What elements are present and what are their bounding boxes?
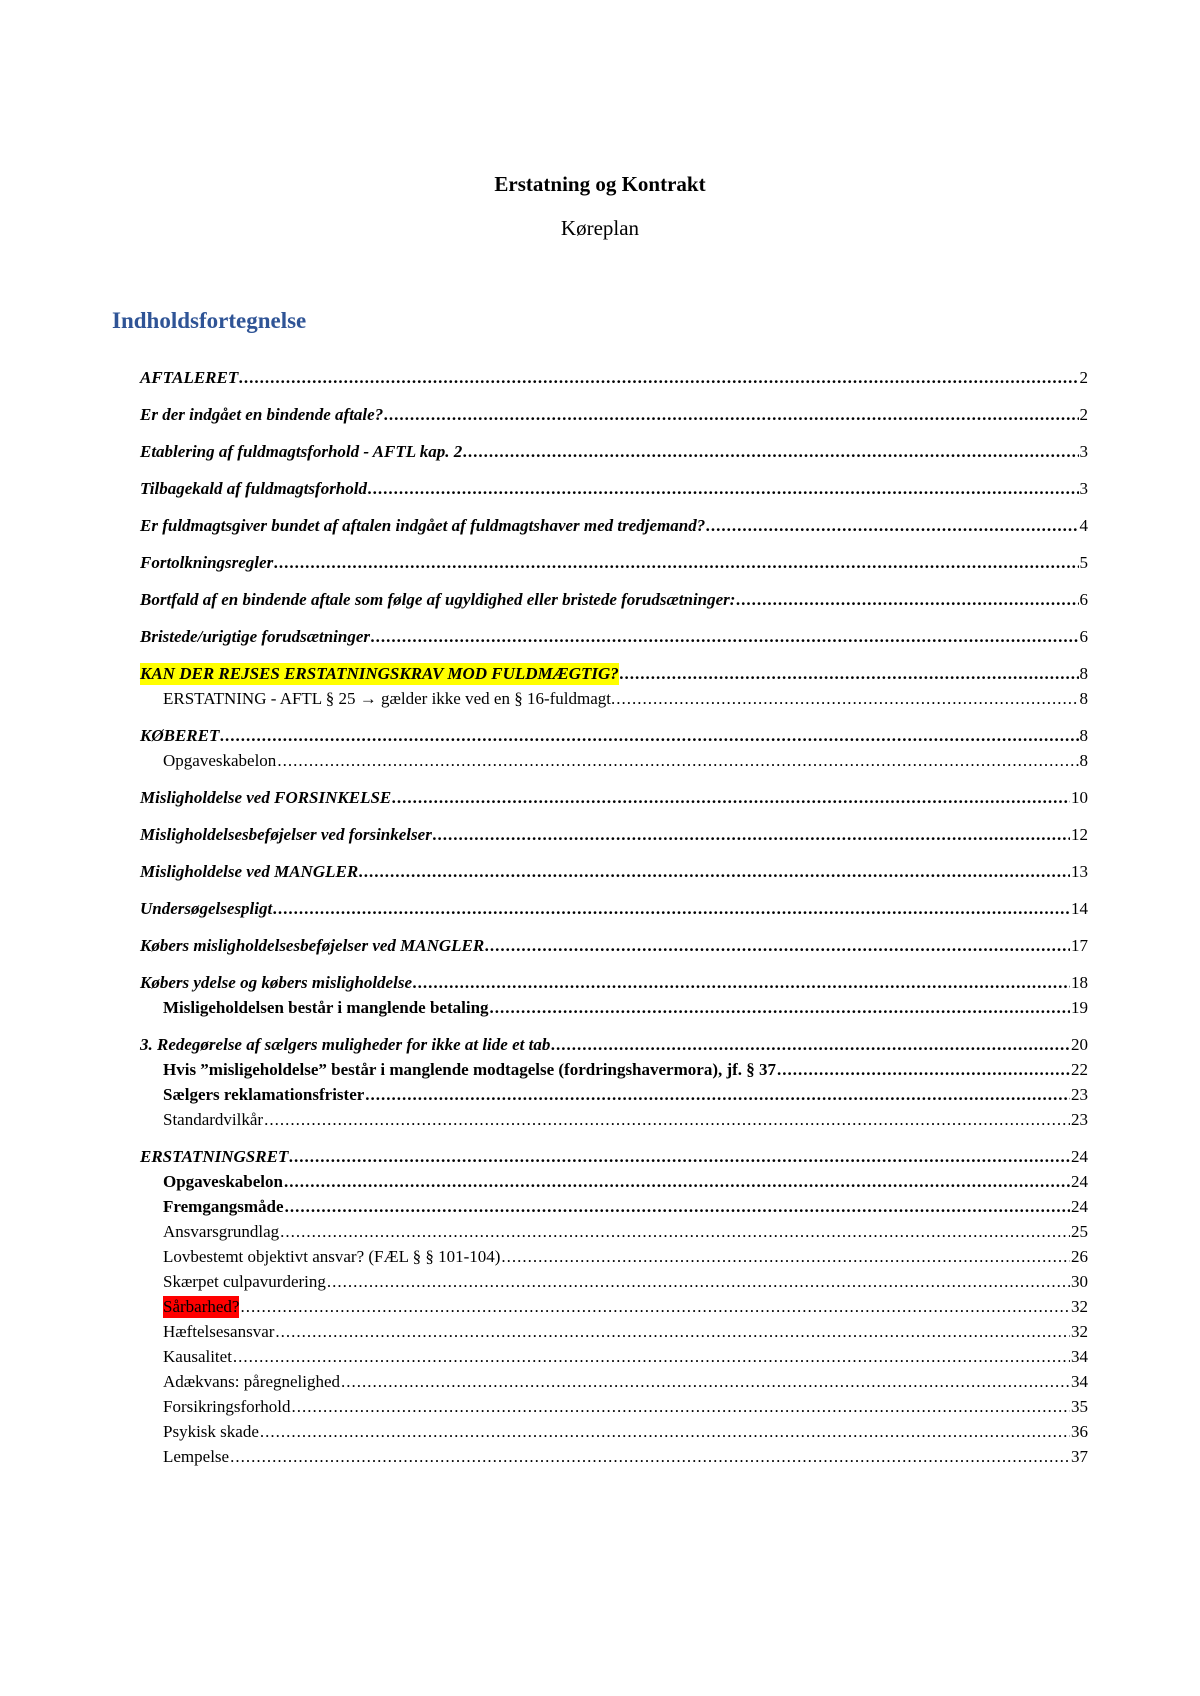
toc-leader-dots: [341, 1371, 1070, 1393]
toc-page-number: 25: [1071, 1222, 1088, 1241]
toc-page-number: 32: [1071, 1322, 1088, 1341]
toc-page-number: 26: [1071, 1247, 1088, 1266]
toc-leader-dots: [392, 787, 1070, 809]
toc-entry[interactable]: [140, 824, 1088, 846]
toc-entry[interactable]: [163, 1196, 1088, 1218]
toc-leader-dots: [273, 898, 1070, 920]
toc-entry[interactable]: [163, 1221, 1088, 1243]
toc-page-number: 32: [1071, 1297, 1088, 1316]
toc-entry[interactable]: [140, 663, 1088, 685]
toc-entry-label: KAN DER REJSES ERSTATNINGSKRAV MOD FULDMÆGTIG?: [140, 664, 619, 683]
toc-leader-dots: [485, 935, 1070, 957]
toc-page-number: 10: [1071, 788, 1088, 807]
toc-entry[interactable]: [140, 404, 1088, 426]
document-title: Erstatning og Kontrakt: [494, 172, 706, 196]
toc-page-number: 12: [1071, 825, 1088, 844]
toc-page-number: 22: [1071, 1060, 1088, 1079]
toc-entry[interactable]: [140, 898, 1088, 920]
toc-leader-dots: [280, 1221, 1070, 1243]
toc-leader-dots: [239, 367, 1078, 389]
toc-entry-label: Lovbestemt objektivt ansvar? (FÆL § § 101-104): [163, 1247, 501, 1266]
toc-leader-dots: [292, 1396, 1071, 1418]
toc-entry[interactable]: [163, 1396, 1088, 1418]
toc-page-number: 8: [1079, 726, 1088, 745]
toc-entry-label: Etablering af fuldmagtsforhold - AFTL kap. 2: [140, 442, 463, 461]
toc-leader-dots: [230, 1446, 1070, 1468]
toc-leader-dots: [220, 725, 1078, 747]
toc-entry[interactable]: [140, 861, 1088, 883]
toc-leader-dots: [736, 589, 1078, 611]
toc-page-number: 24: [1071, 1147, 1088, 1166]
toc-entry[interactable]: [163, 1171, 1088, 1193]
toc-entry[interactable]: [140, 441, 1088, 463]
toc-leader-dots: [365, 1084, 1070, 1106]
toc-entry-label: Lempelse: [163, 1447, 230, 1466]
toc-entry-label: KØBERET: [140, 726, 220, 745]
toc-entry-label: Opgaveskabelon: [163, 1172, 283, 1191]
toc-page-number: 6: [1079, 627, 1088, 646]
toc-leader-dots: [620, 663, 1079, 685]
toc-page-number: 8: [1079, 751, 1088, 770]
toc-page-number: 24: [1071, 1172, 1088, 1191]
toc-entry-label: Skærpet culpavurdering: [163, 1272, 326, 1291]
toc-leader-dots: [433, 824, 1070, 846]
toc-page-number: 3: [1079, 442, 1088, 461]
toc-entry-label: Tilbagekald af fuldmagtsforhold: [140, 479, 367, 498]
toc-entry[interactable]: [163, 997, 1088, 1019]
toc-page-number: 2: [1079, 405, 1088, 424]
toc-entry-label: AFTALERET: [140, 368, 239, 387]
toc-leader-dots: [275, 1321, 1070, 1343]
toc-leader-dots: [240, 1296, 1070, 1318]
toc-entry-label: Forsikringsforhold: [163, 1397, 291, 1416]
toc-leader-dots: [277, 750, 1078, 772]
toc-entry[interactable]: [140, 589, 1088, 611]
toc-leader-dots: [706, 515, 1078, 537]
toc-page-number: 19: [1071, 998, 1088, 1017]
toc-entry[interactable]: [140, 972, 1088, 994]
toc-leader-dots: [285, 1196, 1070, 1218]
toc-entry[interactable]: [163, 1059, 1088, 1081]
toc-leader-dots: [274, 552, 1078, 574]
toc-entry-label: Sårbarhed?: [163, 1297, 240, 1316]
toc-entry-label: ERSTATNINGSRET: [140, 1147, 289, 1166]
toc-entry[interactable]: [163, 688, 1088, 710]
toc-leader-dots: [463, 441, 1078, 463]
toc-heading: Indholdsfortegnelse: [112, 308, 307, 333]
toc-page-number: 2: [1079, 368, 1088, 387]
toc-entry[interactable]: [140, 515, 1088, 537]
toc-page-number: 34: [1071, 1347, 1088, 1366]
toc-entry[interactable]: [163, 1246, 1088, 1268]
toc-entry-label: Købers ydelse og købers misligholdelse: [140, 973, 412, 992]
toc-page-number: 4: [1079, 516, 1088, 535]
toc-leader-dots: [289, 1146, 1070, 1168]
toc-page-number: 35: [1071, 1397, 1088, 1416]
toc-page-number: 30: [1071, 1272, 1088, 1291]
toc-entry[interactable]: [163, 1084, 1088, 1106]
toc-page-number: 24: [1071, 1197, 1088, 1216]
toc-leader-dots: [359, 861, 1070, 883]
toc-entry[interactable]: [163, 1321, 1088, 1343]
toc-entry-label: ERSTATNING - AFTL § 25 → gælder ikke ved en § 16-fuldmagt.: [163, 689, 616, 708]
toc-entry[interactable]: [140, 1034, 1088, 1056]
toc-page-number: 5: [1079, 553, 1088, 572]
toc-page-number: 34: [1071, 1372, 1088, 1391]
toc-entry-label: Fremgangsmåde: [163, 1197, 284, 1216]
toc-entry-label: Misligholdelsesbeføjelser ved forsinkelser: [140, 825, 432, 844]
toc-entry[interactable]: [140, 552, 1088, 574]
toc-entry-label: Misligholdelse ved MANGLER: [140, 862, 359, 881]
toc-entry-label: Bortfald af en bindende aftale som følge af ugyldighed eller bristede forudsætninger:: [140, 590, 736, 609]
toc-entry[interactable]: [163, 1446, 1088, 1468]
toc-entry[interactable]: [140, 725, 1088, 747]
toc-entry-label: Undersøgelsespligt: [140, 899, 273, 918]
toc-entry-label: Kausalitet: [163, 1347, 232, 1366]
toc-page-number: 18: [1071, 973, 1088, 992]
toc-entry[interactable]: [163, 1371, 1088, 1393]
toc-leader-dots: [501, 1246, 1070, 1268]
toc-entry-label: Misligeholdelsen består i manglende betaling: [163, 998, 489, 1017]
toc-leader-dots: [371, 626, 1078, 648]
toc-leader-dots: [284, 1171, 1070, 1193]
toc-entry[interactable]: [140, 1146, 1088, 1168]
toc-page-number: 3: [1079, 479, 1088, 498]
toc-page-number: 23: [1071, 1085, 1088, 1104]
toc-entry-label: Er fuldmagtsgiver bundet af aftalen indgået af fuldmagtshaver med tredjemand?: [140, 516, 706, 535]
toc-entry-label: Hvis ”misligeholdelse” består i manglende modtagelse (fordringshavermora), jf. § 37: [163, 1060, 777, 1079]
toc-entry[interactable]: [163, 1421, 1088, 1443]
toc-page-number: 8: [1079, 689, 1088, 708]
document-subtitle: Køreplan: [560, 216, 640, 240]
toc-entry[interactable]: [140, 935, 1088, 957]
toc-entry[interactable]: [140, 626, 1088, 648]
toc-page-number: 17: [1071, 936, 1088, 955]
toc-entry[interactable]: [140, 478, 1088, 500]
toc-entry[interactable]: [140, 367, 1088, 389]
toc-page-number: 37: [1071, 1447, 1088, 1466]
toc-entry-label: Fortolkningsregler: [140, 553, 274, 572]
toc-page-number: 8: [1079, 664, 1088, 683]
toc-entry-label: Hæftelsesansvar: [163, 1322, 275, 1341]
toc-leader-dots: [616, 688, 1078, 710]
toc-leader-dots: [490, 997, 1070, 1019]
toc-entry-label: Er der indgået en bindende aftale?: [140, 405, 384, 424]
toc-leader-dots: [233, 1346, 1070, 1368]
toc-entry-label: Sælgers reklamationsfrister: [163, 1085, 365, 1104]
toc-page-number: 14: [1071, 899, 1088, 918]
toc-leader-dots: [260, 1421, 1070, 1443]
toc-leader-dots: [551, 1034, 1070, 1056]
toc-entry-label: Opgaveskabelon: [163, 751, 277, 770]
toc-leader-dots: [368, 478, 1079, 500]
toc-entry[interactable]: [163, 750, 1088, 772]
toc-entry[interactable]: [163, 1271, 1088, 1293]
toc-leader-dots: [327, 1271, 1070, 1293]
toc-leader-dots: [384, 404, 1078, 426]
toc-entry[interactable]: [163, 1109, 1088, 1131]
toc-entry-label: Psykisk skade: [163, 1422, 259, 1441]
toc-page-number: 36: [1071, 1422, 1088, 1441]
toc-entry-label: Bristede/urigtige forudsætninger: [140, 627, 371, 646]
toc-entry[interactable]: [163, 1296, 1088, 1318]
toc-entry-label: Købers misligholdelsesbeføjelser ved MANGLER: [140, 936, 485, 955]
toc-entry-label: Adækvans: påregnelighed: [163, 1372, 341, 1391]
toc-page-number: 23: [1071, 1110, 1088, 1129]
toc-entry[interactable]: [140, 787, 1088, 809]
toc-entry[interactable]: [163, 1346, 1088, 1368]
toc-entry-label: Misligholdelse ved FORSINKELSE: [140, 788, 392, 807]
toc-page-number: 6: [1079, 590, 1088, 609]
toc-leader-dots: [264, 1109, 1070, 1131]
toc-leader-dots: [413, 972, 1070, 994]
toc-page-number: 20: [1071, 1035, 1088, 1054]
toc-entry-label: 3. Redegørelse af sælgers muligheder for ikke at lide et tab: [140, 1035, 551, 1054]
toc-entry-label: Ansvarsgrundlag: [163, 1222, 280, 1241]
toc-page-number: 13: [1071, 862, 1088, 881]
toc-entry-label: Standardvilkår: [163, 1110, 264, 1129]
toc-leader-dots: [777, 1059, 1070, 1081]
